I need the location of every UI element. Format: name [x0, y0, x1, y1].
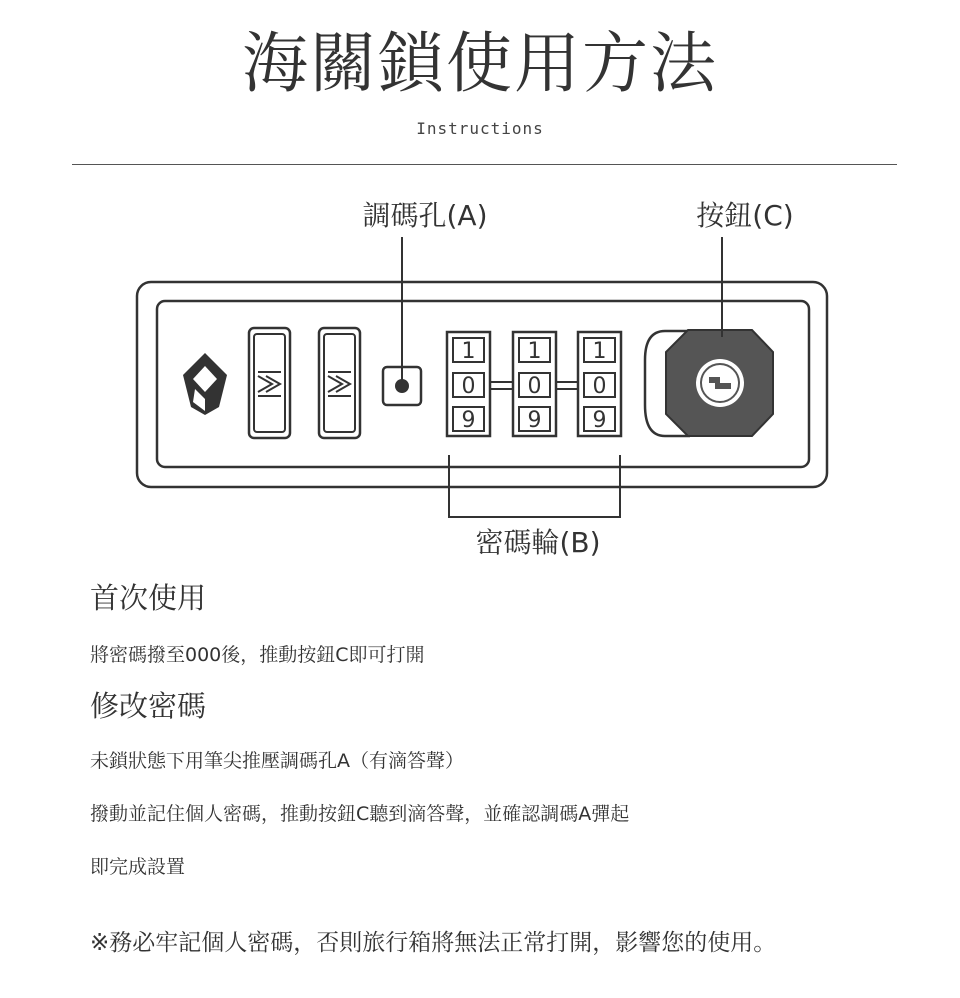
- release-button-c[interactable]: [645, 330, 773, 436]
- label-combination-wheels: 密碼輪(B): [475, 526, 601, 559]
- wheel-3-top-digit: 1: [592, 339, 607, 364]
- wheel-2-bottom-digit: 9: [527, 408, 542, 433]
- wheel-3-bottom-digit: 9: [592, 408, 607, 433]
- lock-slider-1: [249, 328, 290, 438]
- label-button: 按鈕(C): [696, 199, 794, 232]
- wheel-2-top-digit: 1: [527, 339, 542, 364]
- warning-note: ※務必牢記個人密碼，否則旅行箱將無法正常打開，影響您的使用。: [90, 930, 777, 956]
- wheel-3-middle-digit: 0: [592, 374, 607, 399]
- lock-diagram: [0, 180, 960, 570]
- combination-wheel-1[interactable]: [447, 332, 490, 436]
- combination-wheel-3[interactable]: [578, 332, 621, 436]
- change-password-step-2: 撥動並記住個人密碼，推動按鈕C聽到滴答聲，並確認調碼A彈起: [90, 803, 630, 825]
- combination-wheel-2[interactable]: [513, 332, 556, 436]
- change-password-step-1: 未鎖狀態下用筆尖推壓調碼孔A（有滴答聲）: [90, 750, 464, 772]
- section-heading-change-password: 修改密碼: [90, 689, 207, 723]
- wheel-2-middle-digit: 0: [527, 374, 542, 399]
- brand-logo-icon: [183, 353, 227, 415]
- label-adjust-hole: 調碼孔(A): [362, 199, 488, 232]
- page-subtitle: Instructions: [416, 119, 544, 138]
- change-password-step-3: 即完成設置: [90, 856, 186, 878]
- combination-wheels[interactable]: [447, 332, 621, 436]
- lock-slider-2: [319, 328, 360, 438]
- wheel-1-top-digit: 1: [461, 339, 476, 364]
- wheel-1-middle-digit: 0: [461, 374, 476, 399]
- wheel-1-bottom-digit: 9: [461, 408, 476, 433]
- header-divider: [72, 164, 897, 165]
- page-title: 海關鎖使用方法: [242, 25, 718, 102]
- first-use-step-1: 將密碼撥至000後，推動按鈕C即可打開: [90, 644, 425, 666]
- section-heading-first-use: 首次使用: [90, 581, 207, 615]
